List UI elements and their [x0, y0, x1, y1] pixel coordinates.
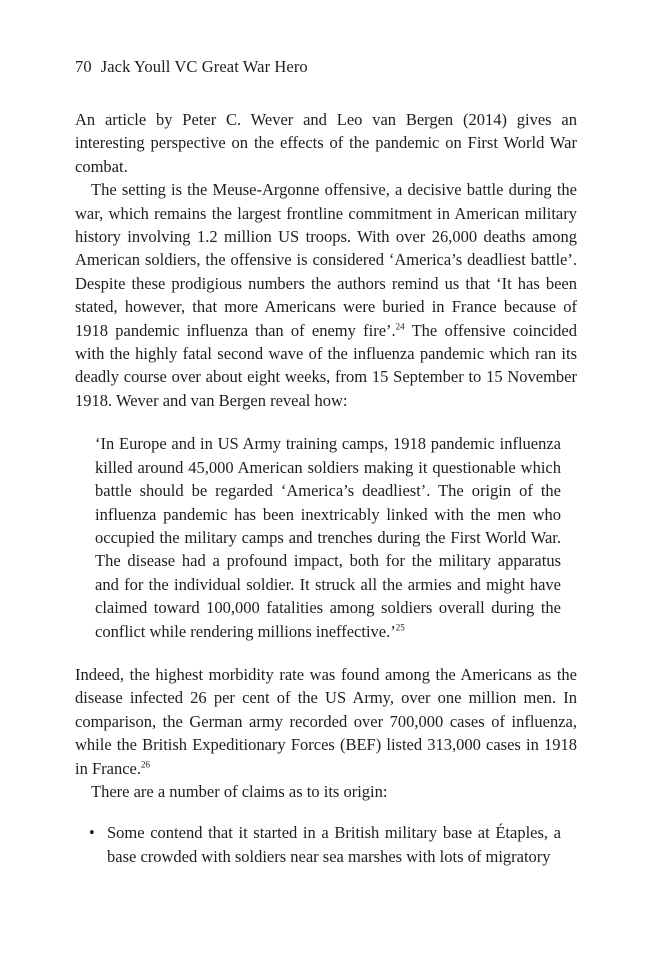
body-paragraph-4: There are a number of claims as to its origin: [91, 781, 388, 801]
footnote-ref-26: 26 [140, 759, 150, 770]
footnote-ref-24: 24 [395, 321, 405, 332]
block-quote [95, 432, 561, 643]
paragraph-3-text: Indeed, the highest morbidity rate was found among the Americans as the disease infected 26 per cent of the US Army, over one million men. In comparison, the German army recorded over 700,000 cases of influenza, while the British Expeditionary Forces (BEF) listed 313,000 cases in 1918 in France. [75, 664, 577, 778]
bullet-list [75, 821, 577, 868]
body-paragraph-2 [75, 178, 577, 412]
page-number: 70 [75, 57, 92, 76]
book-page [75, 56, 577, 868]
paragraph-2-tail: The offensive coincided with the highly fatal second wave of the influenza pandemic which ran its deadly course over about eight weeks, from 15 September to 15 November 1918. Wever and van Bergen reveal how: [75, 320, 577, 410]
bullet-marker: • [89, 823, 95, 843]
block-quote-text: ‘In Europe and in US Army training camps, 1918 pandemic influenza killed around 45,000 American soldiers making it questionable which battle should be regarded ‘America’s deadliest’. The origin of the influenza pandemic has been inextricably linked with the men who occupied the military camps and trenches during the First World War. The disease had a profound impact, both for the military apparatus and for the individual soldier. It struck all the armies and might have claimed toward 100,000 fatalities among soldiers overall during the conflict while rendering millions ineffective.’ [95, 434, 561, 641]
running-head [75, 56, 577, 78]
list-item-text: Some contend that it started in a British military base at Étaples, a base crowded with soldiers near sea marshes with lots of migratory [107, 823, 561, 866]
running-head-title: Jack Youll VC Great War Hero [100, 57, 308, 76]
footnote-ref-25: 25 [395, 622, 405, 633]
body-paragraph-1: An article by Peter C. Wever and Leo van Bergen (2014) gives an interesting perspective on the effects of the pandemic on First World War combat. [75, 110, 577, 176]
paragraph-2-text: The setting is the Meuse-Argonne offensive, a decisive battle during the war, which remains the largest frontline commitment in American military history involving 1.2 million US troops. With over 26,000 deaths among American soldiers, the offensive is considered ‘America’s deadliest battle’. Despite these prodigious numbers the authors remind us that ‘It has been stated, however, that more Americans were buried in France because of 1918 pandemic influenza than of enemy fire’. [75, 180, 577, 340]
list-item [75, 821, 577, 868]
body-paragraph-3 [75, 663, 577, 780]
